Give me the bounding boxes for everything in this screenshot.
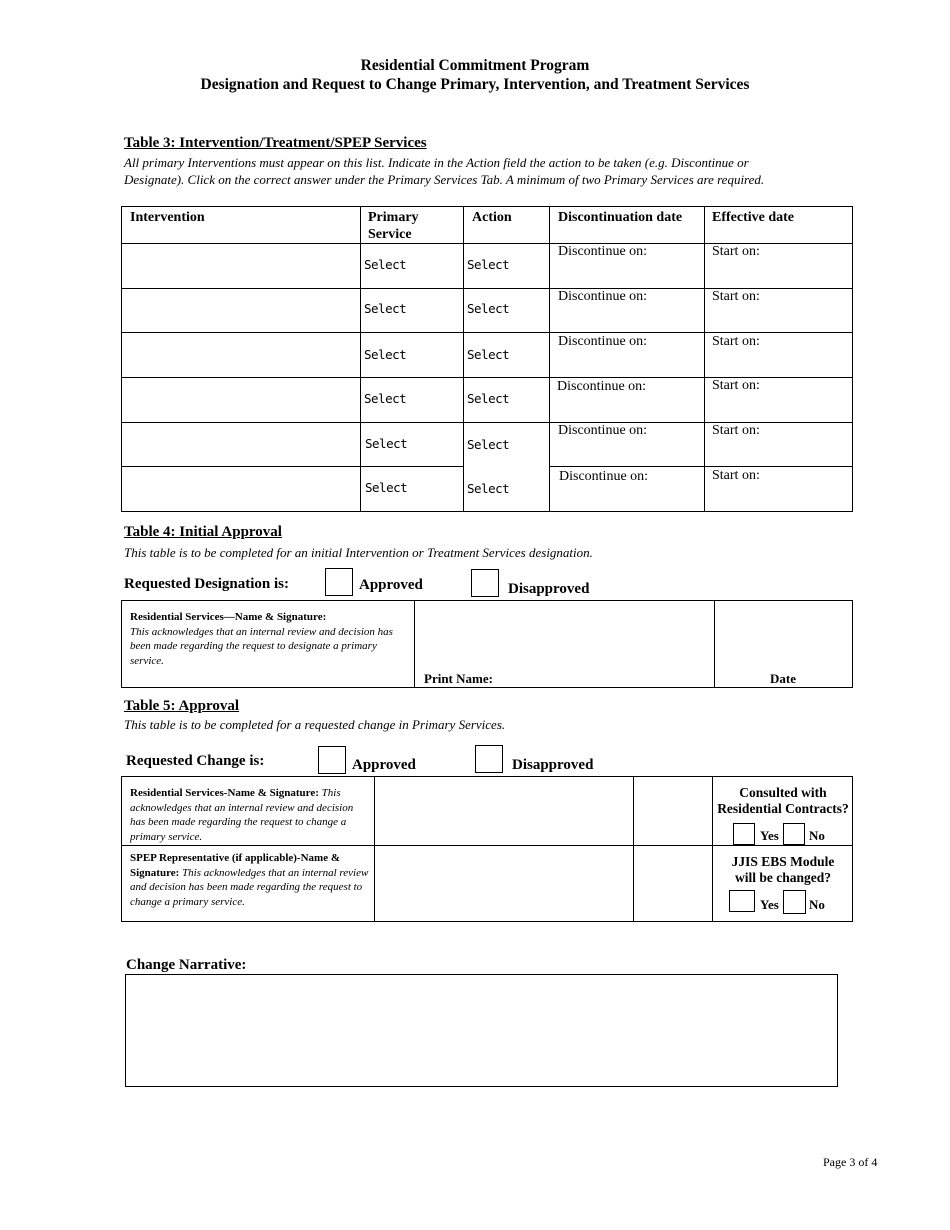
consulted-no-checkbox[interactable]: [783, 823, 805, 845]
action-select[interactable]: Select: [467, 347, 510, 362]
action-select[interactable]: Select: [467, 481, 510, 496]
intervention-input[interactable]: [122, 289, 359, 331]
jjis-yes-checkbox[interactable]: [729, 890, 755, 912]
table3-description-line2: Designate). Click on the correct answer under the Primary Services Tab. A minimum of two Primary Services are required.: [124, 171, 765, 187]
start-on-field[interactable]: Start on:: [712, 334, 760, 349]
change-disapproved-label: Disapproved: [512, 757, 594, 773]
designation-disapproved-checkbox[interactable]: [471, 569, 499, 597]
primary-service-select[interactable]: Select: [365, 480, 408, 495]
table4-description: This table is to be completed for an initial Intervention or Treatment Services designation.: [124, 545, 593, 560]
jjis-no-label: No: [809, 897, 825, 912]
consulted-question-line1: Consulted with: [739, 785, 827, 800]
start-on-field[interactable]: Start on:: [712, 468, 760, 483]
jjis-no-checkbox[interactable]: [783, 890, 806, 914]
discontinue-on-field[interactable]: Discontinue on:: [557, 379, 647, 394]
designation-approved-checkbox[interactable]: [325, 568, 353, 596]
residential-change-signature-cell: [130, 786, 370, 844]
col-header-primary-line1: Primary: [368, 210, 419, 225]
intervention-input[interactable]: [122, 378, 359, 421]
col-header-intervention: Intervention: [130, 210, 205, 225]
primary-service-select[interactable]: Select: [364, 347, 407, 362]
jjis-module-question: [713, 854, 853, 886]
primary-service-select[interactable]: Select: [364, 257, 407, 272]
page-number: Page 3 of 4: [823, 1155, 878, 1169]
intervention-input[interactable]: [122, 423, 359, 465]
form-program-title: Residential Commitment Program: [360, 57, 590, 74]
intervention-input[interactable]: [122, 244, 359, 287]
action-select[interactable]: Select: [467, 257, 510, 272]
consulted-no-label: No: [809, 828, 825, 843]
table3-description-line1: All primary Interventions must appear on this list. Indicate in the Action field the action to be taken (e.g. Discontinue or: [124, 155, 749, 170]
change-narrative-textarea[interactable]: [125, 974, 838, 1087]
col-header-primary-line2: Service: [368, 227, 412, 242]
discontinue-on-field[interactable]: Discontinue on:: [558, 423, 648, 438]
row2-signature-title: SPEP Representative (if applicable)-Name & Signature:: [130, 852, 340, 879]
table4-title: Table 4: Initial Approval: [124, 524, 282, 540]
discontinue-on-field[interactable]: Discontinue on:: [558, 334, 648, 349]
date-label: Date: [770, 671, 796, 686]
table3-title: Table 3: Intervention/Treatment/SPEP Services: [124, 135, 427, 151]
residential-signature-field[interactable]: [375, 777, 632, 844]
row1-signature-title: Residential Services-Name & Signature:: [130, 787, 319, 799]
residential-signature-desc: This acknowledges that an internal review and decision has been made regarding the request to designate a primary service.: [130, 625, 393, 667]
discontinue-on-field[interactable]: Discontinue on:: [558, 289, 648, 304]
action-select[interactable]: Select: [467, 391, 510, 406]
residential-date-field[interactable]: [634, 777, 711, 844]
consulted-yes-checkbox[interactable]: [733, 823, 755, 845]
print-name-label: Print Name:: [424, 671, 493, 686]
col-header-primary-service: [368, 209, 419, 243]
change-disapproved-checkbox[interactable]: [475, 745, 503, 773]
spep-signature-field[interactable]: [375, 846, 632, 921]
intervention-input[interactable]: [122, 467, 359, 511]
change-approved-label: Approved: [352, 757, 416, 773]
consulted-question-line2: Residential Contracts?: [717, 801, 849, 816]
form-subtitle: Designation and Request to Change Primary, Intervention, and Treatment Services: [200, 76, 750, 93]
change-narrative-label: Change Narrative:: [126, 957, 247, 973]
primary-service-select[interactable]: Select: [364, 391, 407, 406]
table5-title: Table 5: Approval: [124, 698, 240, 714]
start-on-field[interactable]: Start on:: [712, 289, 760, 304]
consulted-contracts-question: [713, 785, 853, 817]
spep-date-field[interactable]: [634, 846, 711, 921]
col-header-effective-date: Effective date: [712, 210, 795, 225]
consulted-yes-label: Yes: [760, 828, 779, 843]
row2-signature-desc: This acknowledges that an internal review and decision has been made regarding the request to change a primary service.: [130, 866, 369, 908]
action-select[interactable]: Select: [467, 301, 510, 316]
requested-designation-label: Requested Designation is:: [124, 576, 290, 592]
table3-row-divider: [549, 466, 853, 467]
residential-signature-cell: [130, 610, 410, 668]
table3-description: [124, 155, 864, 188]
jjis-question-line2: will be changed?: [734, 870, 831, 885]
designation-disapproved-label: Disapproved: [508, 581, 590, 597]
jjis-yes-label: Yes: [760, 897, 779, 912]
action-select[interactable]: Select: [467, 437, 510, 452]
change-approved-checkbox[interactable]: [318, 746, 346, 774]
discontinue-on-field[interactable]: Discontinue on:: [558, 244, 648, 259]
col-header-discontinuation-date: Discontinuation date: [558, 210, 683, 225]
spep-signature-cell: [130, 851, 370, 921]
start-on-field[interactable]: Start on:: [712, 378, 760, 393]
table3-divider: [463, 206, 464, 512]
intervention-input[interactable]: [122, 333, 359, 376]
residential-signature-title: Residential Services—Name & Signature:: [130, 611, 327, 623]
col-header-action: Action: [472, 210, 512, 225]
start-on-field[interactable]: Start on:: [712, 423, 760, 438]
row1-signature-desc: This acknowledges that an internal review and decision has been made regarding the request to change a primary service.: [130, 787, 354, 843]
requested-change-label: Requested Change is:: [126, 753, 265, 769]
discontinue-on-field[interactable]: Discontinue on:: [559, 469, 649, 484]
primary-service-select[interactable]: Select: [365, 436, 408, 451]
table5-description: This table is to be completed for a requested change in Primary Services.: [124, 717, 506, 732]
designation-approved-label: Approved: [359, 577, 423, 593]
primary-service-select[interactable]: Select: [364, 301, 407, 316]
start-on-field[interactable]: Start on:: [712, 244, 760, 259]
jjis-question-line1: JJIS EBS Module: [731, 854, 835, 869]
